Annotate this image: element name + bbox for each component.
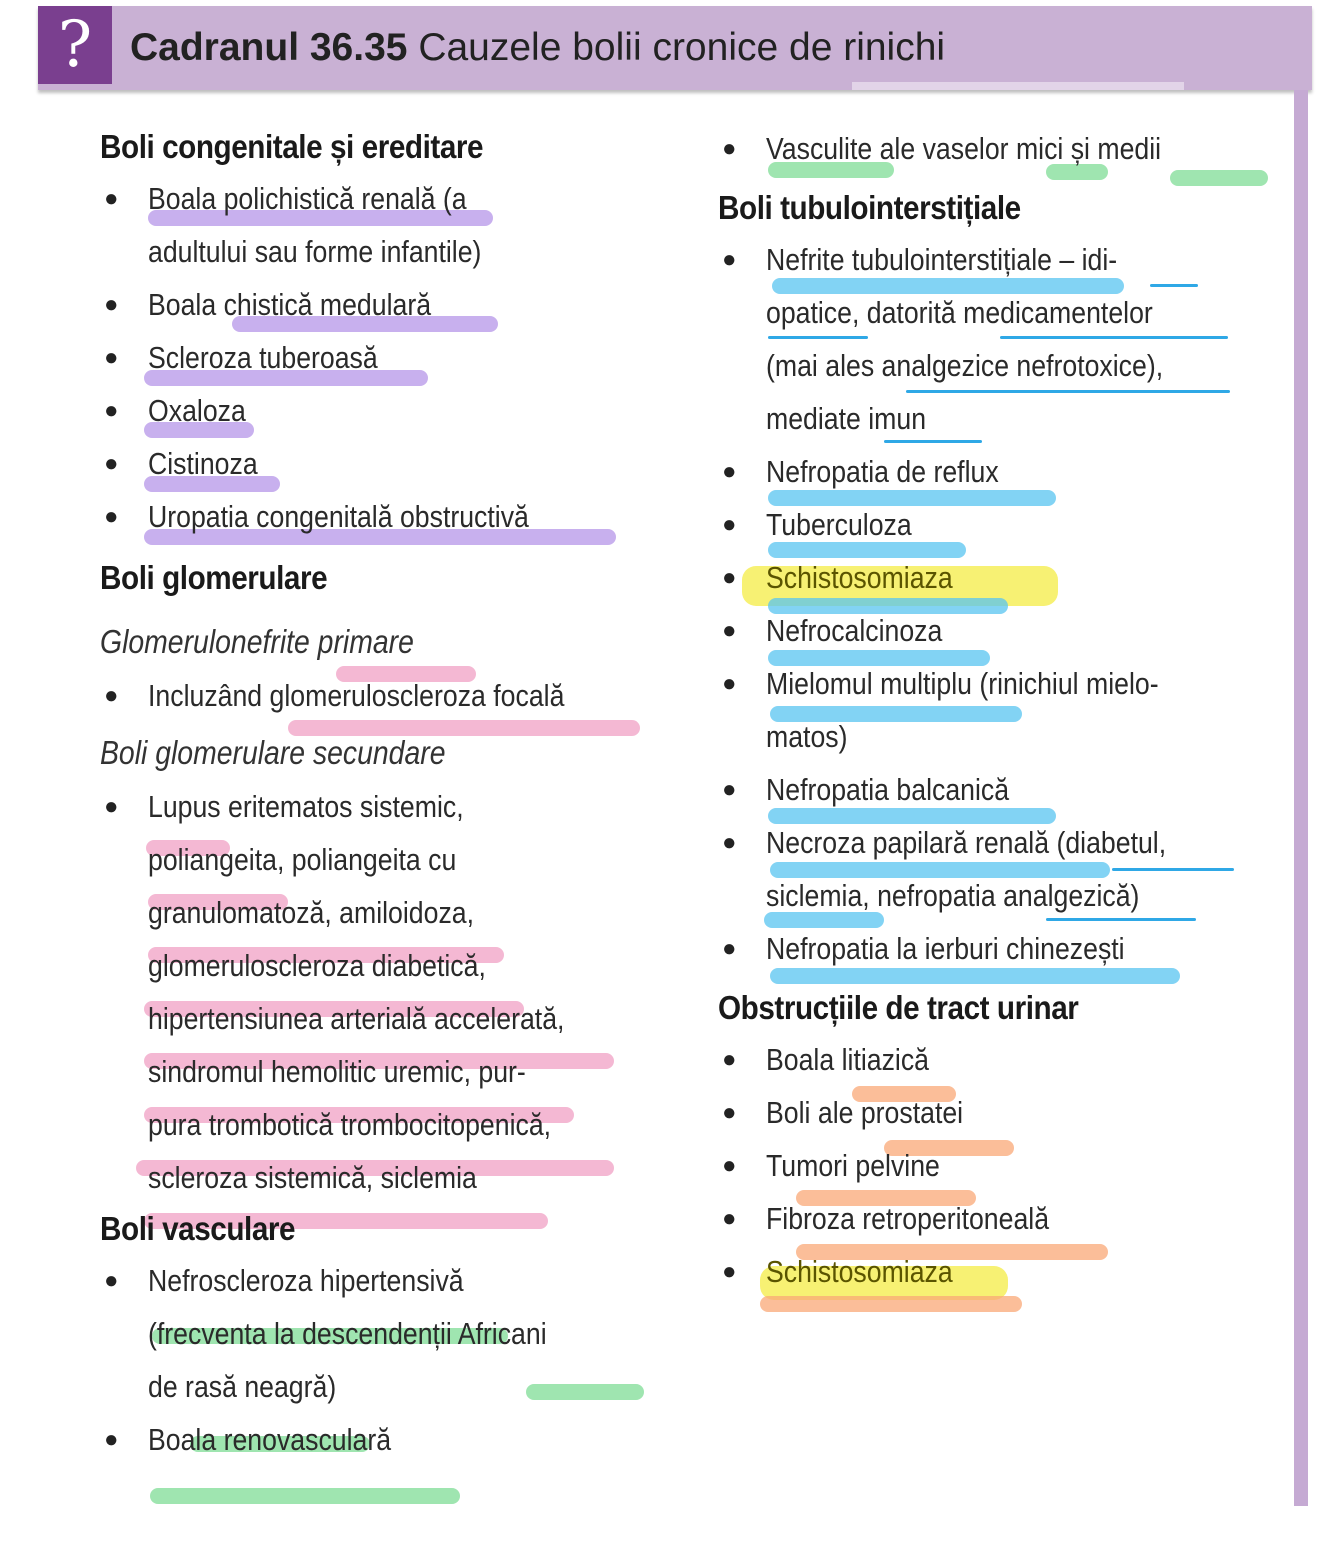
bullet-icon: ● xyxy=(104,793,119,820)
list-item xyxy=(100,490,660,543)
item-text: scleroza sistemică, siclemia xyxy=(148,1160,477,1195)
list-item xyxy=(100,172,660,225)
item-text: poliangeita, poliangeita cu xyxy=(148,842,457,877)
list-item-continuation xyxy=(100,1098,660,1151)
list-item xyxy=(100,331,660,384)
list-item-continuation xyxy=(100,1151,660,1204)
header-decoration xyxy=(852,82,1184,90)
list-item xyxy=(100,278,660,331)
list-item xyxy=(718,1192,1278,1245)
list-item xyxy=(100,1254,660,1307)
bullet-icon: ● xyxy=(722,458,737,485)
section-heading-glomerular: Boli glomerulare xyxy=(100,559,328,596)
item-text: siclemia, nefropatia analgezică) xyxy=(766,878,1140,913)
list-item-continuation xyxy=(718,339,1278,392)
item-text: Nefroscleroza hipertensivă xyxy=(148,1263,464,1298)
list-item xyxy=(718,1086,1278,1139)
item-text: (frecventa la descendenții Africani xyxy=(148,1316,547,1351)
list-item xyxy=(718,498,1278,551)
bullet-icon: ● xyxy=(722,1152,737,1179)
item-text: Schistosomiaza xyxy=(766,1254,953,1289)
bullet-icon: ● xyxy=(104,450,119,477)
box-number: Cadranul 36.35 xyxy=(130,26,408,69)
vascular-continued-list xyxy=(718,122,1278,175)
item-text: Scleroza tuberoasă xyxy=(148,340,378,375)
bullet-icon: ● xyxy=(104,1426,119,1453)
item-text: Schistosomiaza xyxy=(766,560,953,595)
section-heading-obstruction: Obstrucțiile de tract urinar xyxy=(718,989,1079,1026)
list-item xyxy=(718,763,1278,816)
congenital-list xyxy=(100,172,660,543)
list-item xyxy=(718,233,1278,286)
item-text: sindromul hemolitic uremic, pur- xyxy=(148,1054,526,1089)
list-item xyxy=(100,780,660,833)
list-item xyxy=(718,1245,1278,1298)
item-text: granulomatoză, amiloidoza, xyxy=(148,895,475,930)
list-item xyxy=(718,122,1278,175)
list-item xyxy=(718,816,1278,869)
list-item-continuation xyxy=(100,225,660,278)
item-text: (mai ales analgezice nefrotoxice), xyxy=(766,348,1164,383)
frame-border xyxy=(1294,90,1308,1506)
list-item-continuation xyxy=(718,392,1278,445)
list-item-continuation xyxy=(100,886,660,939)
section-heading-congenital: Boli congenitale și ereditare xyxy=(100,128,484,165)
item-text: Tuberculoza xyxy=(766,507,912,542)
list-item xyxy=(100,669,660,722)
bullet-icon: ● xyxy=(722,670,737,697)
item-text: Incluzând glomeruloscleroza focală xyxy=(148,678,565,713)
bullet-icon: ● xyxy=(722,135,737,162)
bullet-icon: ● xyxy=(722,1205,737,1232)
bullet-icon: ● xyxy=(104,344,119,371)
question-icon: ? xyxy=(38,6,112,84)
bullet-icon: ● xyxy=(104,1267,119,1294)
item-text: Boala polichistică renală (a xyxy=(148,181,467,216)
list-item-continuation xyxy=(718,869,1278,922)
list-item-continuation xyxy=(100,1360,660,1413)
list-item-continuation xyxy=(100,992,660,1045)
item-text: Boala renovasculară xyxy=(148,1422,392,1457)
list-item xyxy=(100,384,660,437)
list-item-continuation xyxy=(718,710,1278,763)
item-text: Nefropatia de reflux xyxy=(766,454,999,489)
bullet-icon: ● xyxy=(722,1046,737,1073)
bullet-icon: ● xyxy=(104,291,119,318)
item-text: opatice, datorită medicamentelor xyxy=(766,295,1153,330)
section-heading-vascular: Boli vasculare xyxy=(100,1210,296,1247)
spacer xyxy=(100,543,660,553)
box-title xyxy=(130,6,945,90)
item-text: Cistinoza xyxy=(148,446,258,481)
item-text: Nefrocalcinoza xyxy=(766,613,943,648)
item-text: hipertensiunea arterială accelerată, xyxy=(148,1001,565,1036)
item-text: Fibroza retroperitoneală xyxy=(766,1201,1050,1236)
item-text: matos) xyxy=(766,719,848,754)
right-column xyxy=(718,122,1278,1298)
highlight-mark xyxy=(150,1488,460,1504)
obstruction-list xyxy=(718,1033,1278,1298)
list-item xyxy=(100,1413,660,1466)
list-item-continuation xyxy=(100,1045,660,1098)
item-text: Boala chistică medulară xyxy=(148,287,432,322)
list-item xyxy=(718,604,1278,657)
bullet-icon: ● xyxy=(722,511,737,538)
item-text: glomeruloscleroza diabetică, xyxy=(148,948,486,983)
list-item xyxy=(718,922,1278,975)
item-text: Boli ale prostatei xyxy=(766,1095,964,1130)
list-item-continuation xyxy=(100,939,660,992)
bullet-icon: ● xyxy=(722,246,737,273)
list-item xyxy=(718,1033,1278,1086)
bullet-icon: ● xyxy=(104,682,119,709)
list-item xyxy=(100,437,660,490)
item-text: Nefrite tubulointerstițiale – idi- xyxy=(766,242,1118,277)
item-text: Tumori pelvine xyxy=(766,1148,940,1183)
bullet-icon: ● xyxy=(104,397,119,424)
list-item xyxy=(718,1139,1278,1192)
item-text: pura trombotică trombocitopenică, xyxy=(148,1107,552,1142)
list-item xyxy=(718,551,1278,604)
item-text: Vasculite ale vaselor mici și medii xyxy=(766,131,1162,166)
item-text: Nefropatia balcanică xyxy=(766,772,1010,807)
item-text: Nefropatia la ierburi chinezești xyxy=(766,931,1125,966)
bullet-icon: ● xyxy=(722,1099,737,1126)
subheading-primary: Glomerulonefrite primare xyxy=(100,623,414,660)
item-text: Mielomul multiplu (rinichiul mielo- xyxy=(766,666,1159,701)
bullet-icon: ● xyxy=(104,503,119,530)
subheading-secondary: Boli glomerulare secundare xyxy=(100,734,446,771)
tubulointerstitial-list xyxy=(718,233,1278,975)
item-text: Oxaloza xyxy=(148,393,246,428)
box-title-text: Cauzele bolii cronice de rinichi xyxy=(418,26,946,69)
item-text: de rasă neagră) xyxy=(148,1369,337,1404)
item-text: Necroza papilară renală (diabetul, xyxy=(766,825,1167,860)
glomerular-primary-list xyxy=(100,669,660,722)
list-item-continuation xyxy=(100,833,660,886)
list-item xyxy=(718,445,1278,498)
highlight-mark xyxy=(760,1296,1022,1312)
item-text: adultului sau forme infantile) xyxy=(148,234,482,269)
left-column xyxy=(100,122,660,1466)
vascular-list xyxy=(100,1254,660,1466)
item-text: Uropatia congenitală obstructivă xyxy=(148,499,529,534)
bullet-icon: ● xyxy=(722,829,737,856)
bullet-icon: ● xyxy=(722,564,737,591)
section-heading-tubulointerstitial: Boli tubulointerstițiale xyxy=(718,189,1021,226)
box-header xyxy=(38,6,1312,90)
glomerular-secondary-list xyxy=(100,780,660,1204)
item-text: mediate imun xyxy=(766,401,927,436)
list-item-continuation xyxy=(718,286,1278,339)
bullet-icon: ● xyxy=(722,1258,737,1285)
item-text: Lupus eritematos sistemic, xyxy=(148,789,464,824)
bullet-icon: ● xyxy=(722,776,737,803)
bullet-icon: ● xyxy=(722,935,737,962)
item-text: Boala litiazică xyxy=(766,1042,930,1077)
bullet-icon: ● xyxy=(104,185,119,212)
bullet-icon: ● xyxy=(722,617,737,644)
list-item xyxy=(718,657,1278,710)
list-item-continuation xyxy=(100,1307,660,1360)
